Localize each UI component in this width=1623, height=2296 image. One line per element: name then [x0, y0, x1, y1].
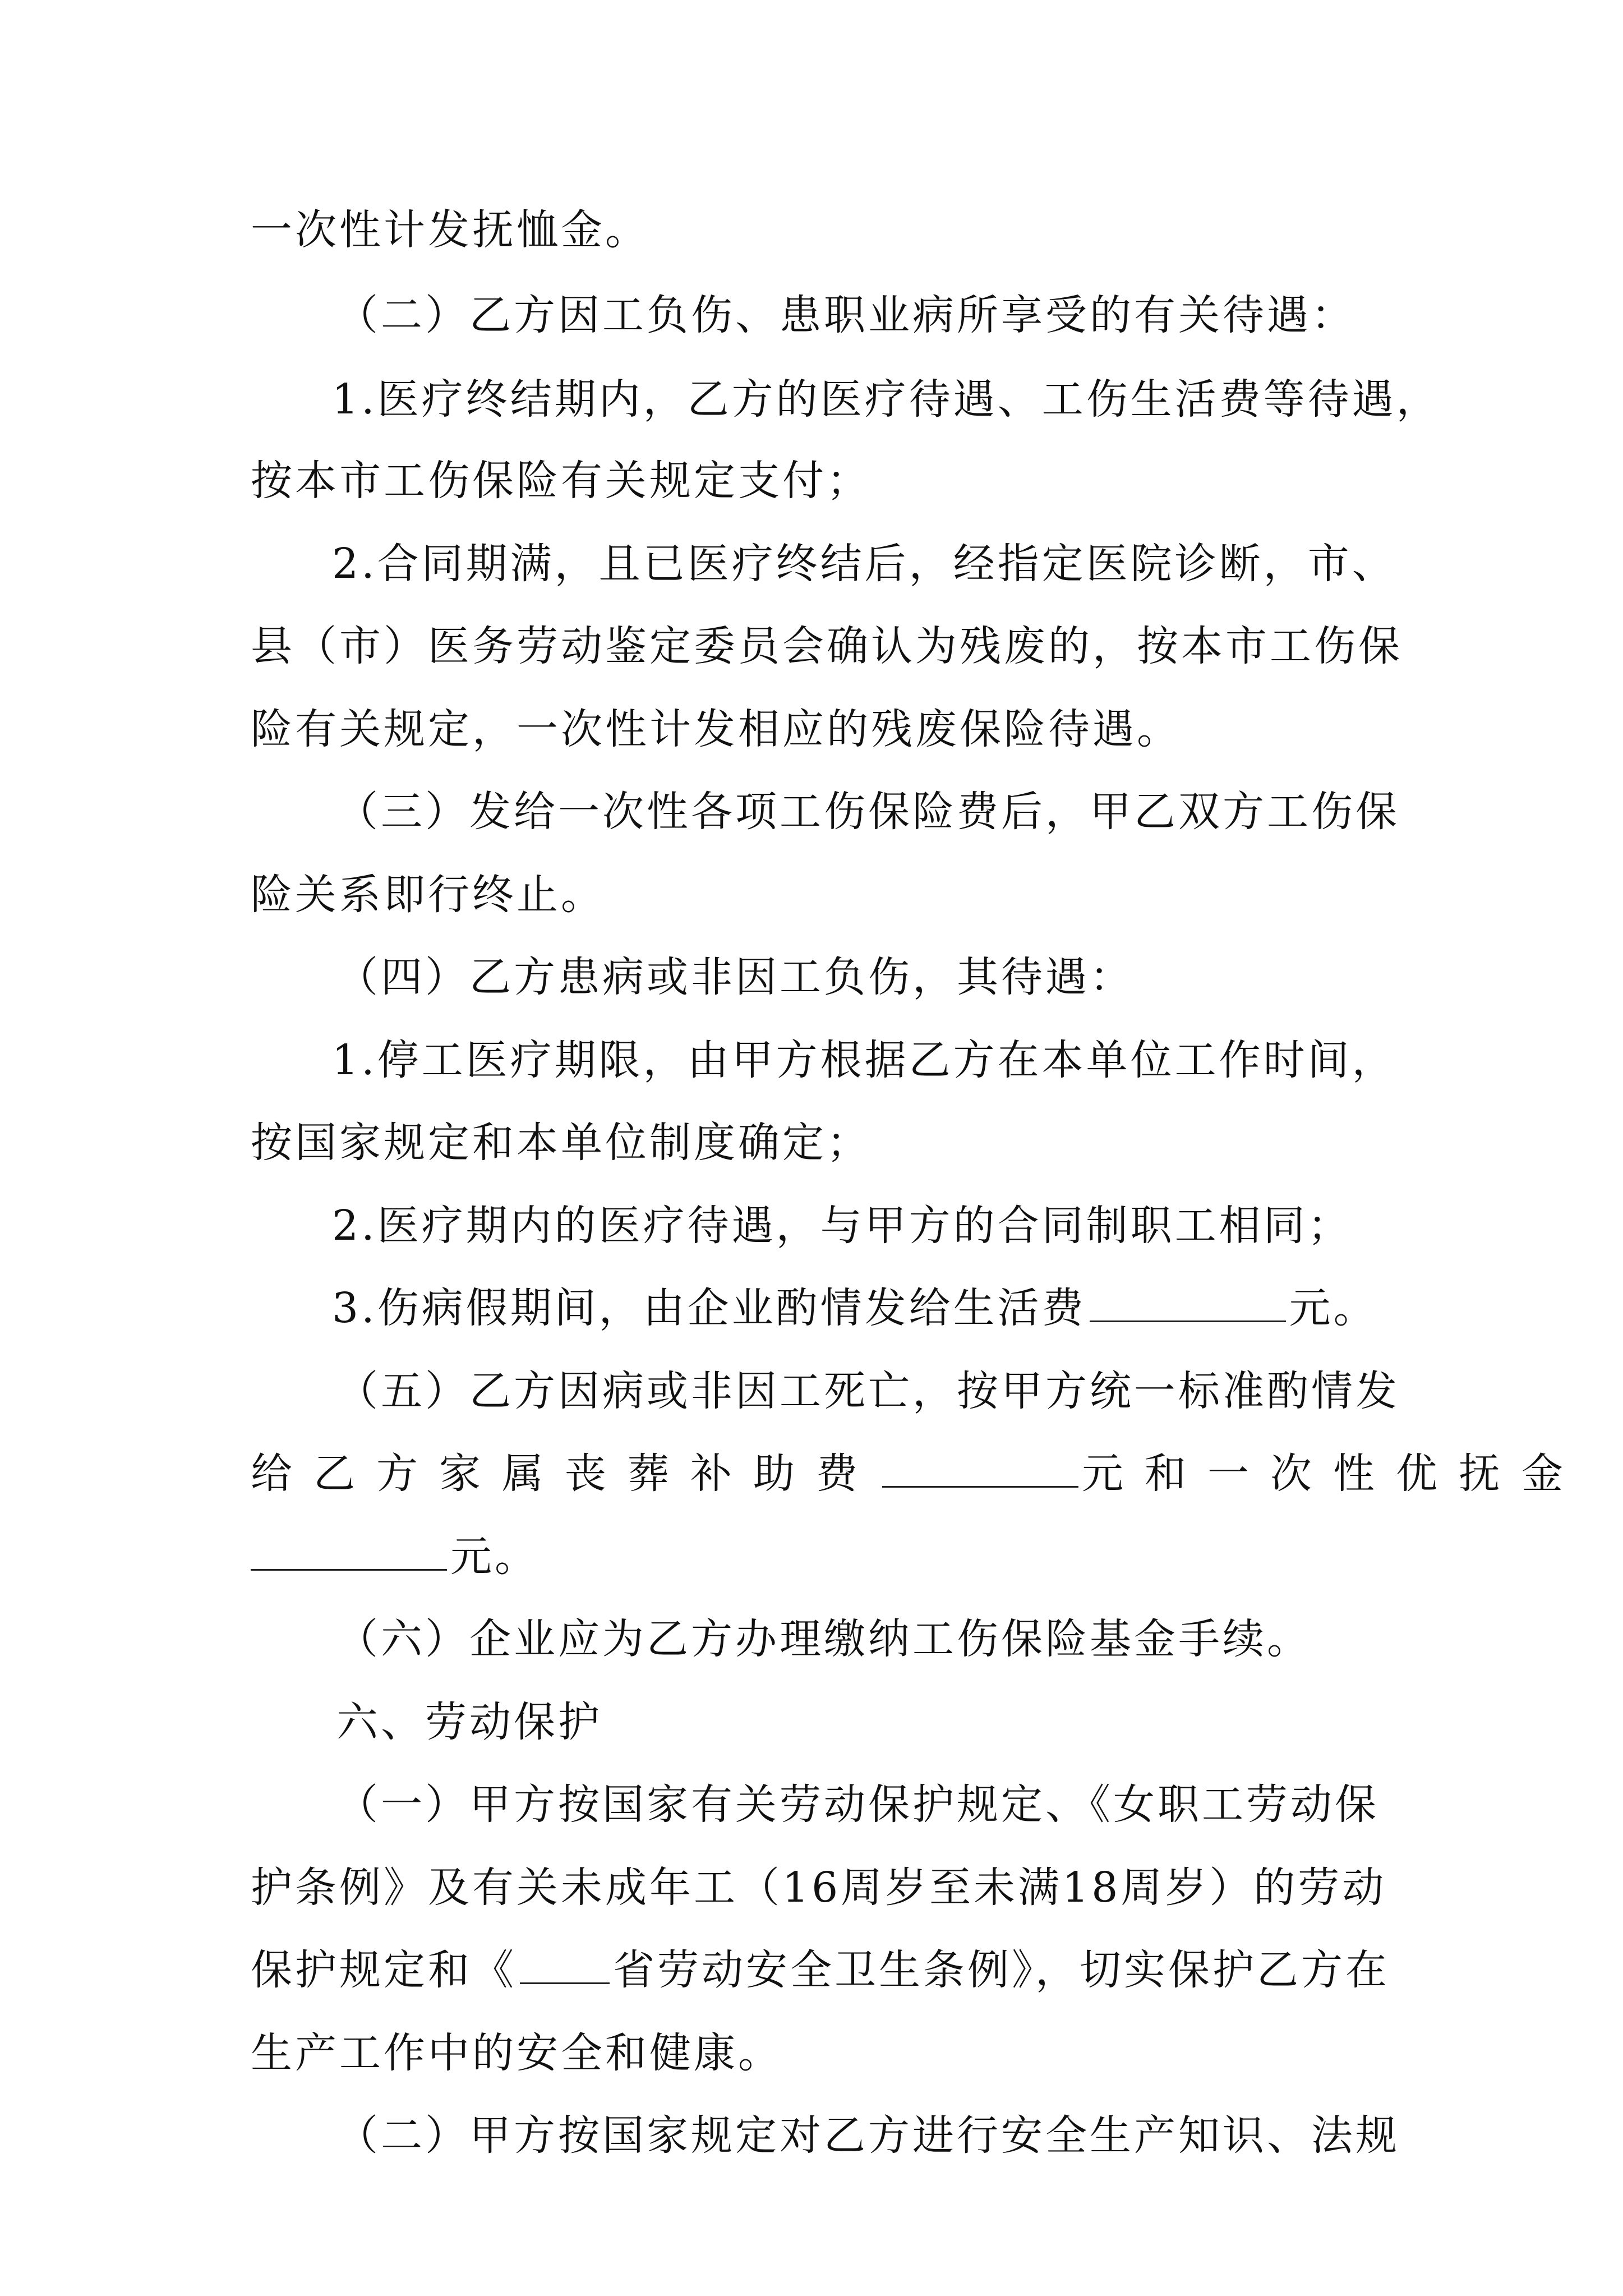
fill-blank — [882, 1451, 1078, 1488]
text-segment: 3.伤病假期间，由企业酌情发给生活费 — [332, 1284, 1086, 1332]
section-heading: （六）企业应为乙方办理缴纳工伤保险基金手续。 — [336, 1615, 1311, 1663]
text-line: 护条例》及有关未成年工（16周岁至未满18周岁）的劳动 — [251, 1864, 1387, 1912]
text-segment: 给乙方家属丧葬补助费 — [251, 1450, 879, 1498]
list-item — [332, 1280, 1378, 1336]
section-title: 六、劳动保护 — [336, 1698, 602, 1746]
list-item: 1.停工医疗期限，由甲方根据乙方在本单位工作时间， — [332, 1036, 1396, 1084]
text-segment: 元。 — [450, 1533, 539, 1581]
text-line: 险关系即行终止。 — [251, 871, 605, 919]
text-segment: 元和一次性优抚金 — [1082, 1450, 1584, 1498]
list-item: 2.医疗期内的医疗待遇，与甲方的合同制职工相同； — [332, 1202, 1352, 1250]
text-line — [251, 1529, 539, 1585]
fill-blank — [520, 1948, 610, 1984]
text-line: 按国家规定和本单位制度确定； — [251, 1119, 871, 1167]
text-line — [251, 1446, 1584, 1502]
section-heading: （三）发给一次性各项工伤保险费后，甲乙双方工伤保 — [336, 788, 1400, 836]
text-line — [251, 1942, 1390, 1998]
list-item: 1.医疗终结期内，乙方的医疗待遇、工伤生活费等待遇， — [332, 375, 1441, 424]
fill-blank — [1090, 1286, 1286, 1322]
fill-blank — [251, 1534, 447, 1571]
section-heading: （四）乙方患病或非因工负伤，其待遇： — [336, 953, 1134, 1001]
text-line: 按本市工伤保险有关规定支付； — [251, 457, 871, 505]
text-line: 一次性计发抚恤金。 — [251, 206, 649, 254]
text-line: 险有关规定，一次性计发相应的残废保险待遇。 — [251, 705, 1181, 753]
list-item: 2.合同期满，且已医疗终结后，经指定医院诊断，市、 — [332, 540, 1396, 588]
section-heading: （二）乙方因工负伤、患职业病所享受的有关待遇： — [336, 291, 1355, 339]
section-heading: （五）乙方因病或非因工死亡，按甲方统一标准酌情发 — [336, 1367, 1400, 1415]
text-segment: 保护规定和《 — [251, 1946, 517, 1994]
text-line: 县（市）医务劳动鉴定委员会确认为残废的，按本市工伤保 — [251, 622, 1403, 670]
section-heading: （二）甲方按国家规定对乙方进行安全生产知识、法规 — [336, 2111, 1400, 2160]
text-segment: 元。 — [1289, 1284, 1378, 1332]
section-heading: （一）甲方按国家有关劳动保护规定、《女职工劳动保 — [336, 1780, 1379, 1829]
text-segment: 省劳动安全卫生条例》，切实保护乙方在 — [613, 1946, 1390, 1994]
text-line: 生产工作中的安全和健康。 — [251, 2029, 782, 2077]
